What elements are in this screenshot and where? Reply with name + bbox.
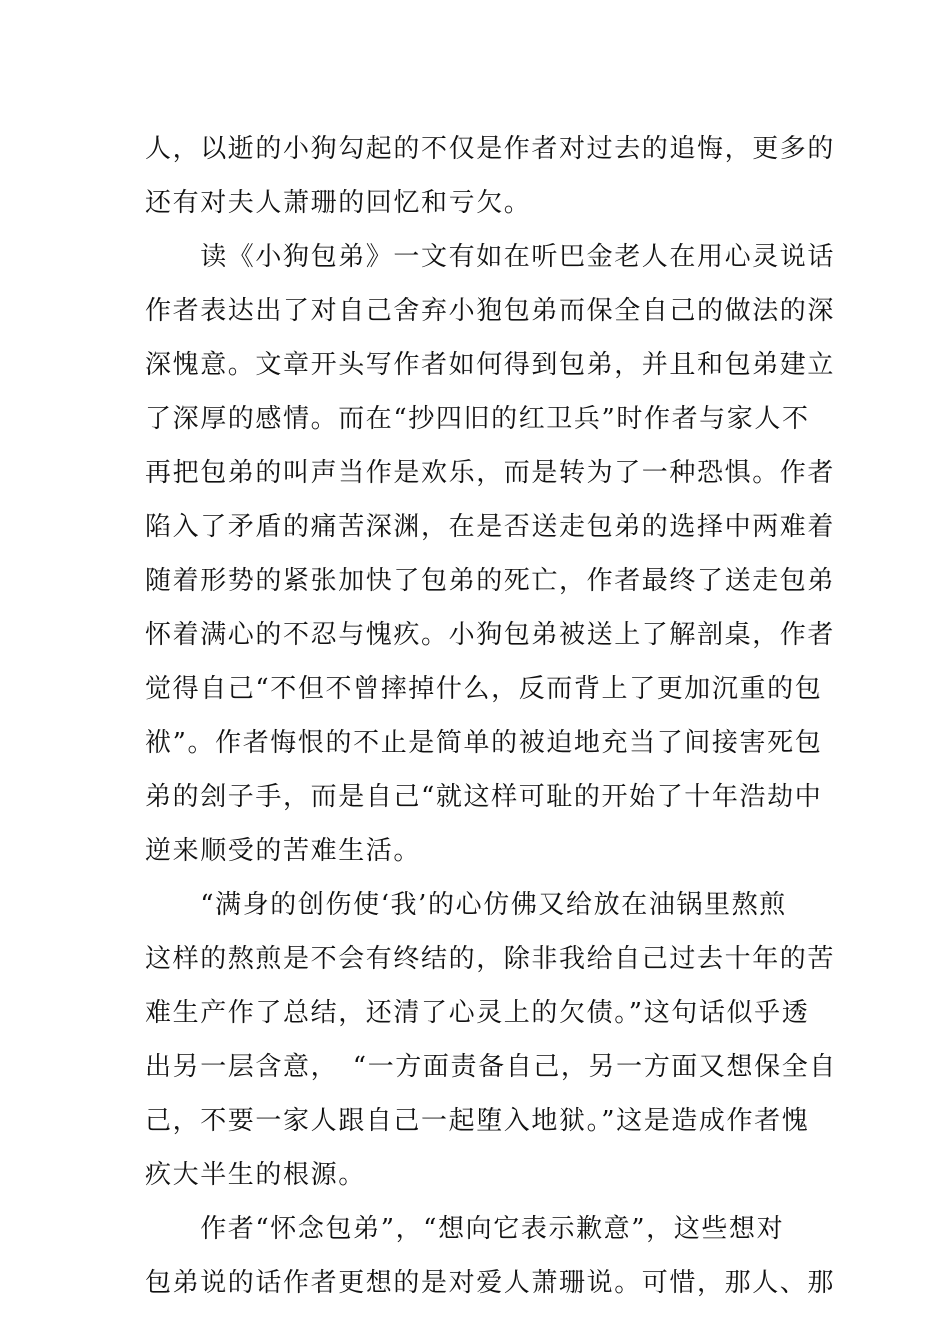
paragraph-2 bbox=[145, 230, 836, 878]
text-line: 疚大半生的根源。 bbox=[145, 1160, 366, 1190]
text-line: 己，不要一家人跟自己一起堕入地狱。”这是造成作者愧 bbox=[145, 1106, 810, 1136]
paragraph-4 bbox=[145, 1202, 836, 1310]
paragraph-1 bbox=[145, 122, 836, 230]
text-line: 出另一层含意， “一方面责备自己，另一方面又想保全自 bbox=[145, 1052, 837, 1082]
text-line: 深愧意。文章开头写作者如何得到包弟，并且和包弟建立 bbox=[145, 350, 836, 380]
text-line: 再把包弟的叫声当作是欢乐，而是转为了一种恐惧。作者 bbox=[145, 458, 836, 488]
text-line: 怀着满心的不忍与愧疚。小狗包弟被送上了解剖桌，作者 bbox=[145, 620, 836, 650]
text-line: 读《小狗包弟》一文有如在听巴金老人在用心灵说话 bbox=[145, 242, 836, 272]
text-line: 难生产作了总结，还清了心灵上的欠债。”这句话似乎透 bbox=[145, 998, 810, 1028]
text-line: 陷入了矛盾的痛苦深渊，在是否送走包弟的选择中两难着 bbox=[145, 512, 836, 542]
text-line: 包弟说的话作者更想的是对爱人萧珊说。可惜，那人、那 bbox=[145, 1268, 836, 1298]
text-line: 作者表达出了对自己舍弃小狍包弟而保全自己的做法的深 bbox=[145, 296, 836, 326]
text-line: 袱”。作者悔恨的不止是简单的被迫地充当了间接害死包 bbox=[145, 728, 823, 758]
text-line: “满身的创伤使‘我’的心仿佛又给放在油锅里熬煎 bbox=[145, 890, 787, 920]
text-line: 逆来顺受的苦难生活。 bbox=[145, 836, 422, 866]
text-line: 弟的刽子手，而是自己“就这样可耻的开始了十年浩劫中 bbox=[145, 782, 823, 812]
text-line: 还有对夫人萧珊的回忆和亏欠。 bbox=[145, 188, 532, 218]
text-line: 了深厚的感情。而在“抄四旧的红卫兵”时作者与家人不 bbox=[145, 404, 810, 434]
text-line: 这样的熬煎是不会有终结的，除非我给自己过去十年的苦 bbox=[145, 944, 836, 974]
text-line: 随着形势的紧张加快了包弟的死亡，作者最终了送走包弟 bbox=[145, 566, 836, 596]
text-line: 人，以逝的小狗勾起的不仅是作者对过去的追悔，更多的 bbox=[145, 134, 836, 164]
text-line: 作者“怀念包弟”，“想向它表示歉意”，这些想对 bbox=[145, 1214, 785, 1244]
document-page bbox=[145, 122, 837, 1310]
paragraph-3 bbox=[145, 878, 837, 1202]
text-line: 觉得自己“不但不曾摔掉什么，反而背上了更加沉重的包 bbox=[145, 674, 823, 704]
